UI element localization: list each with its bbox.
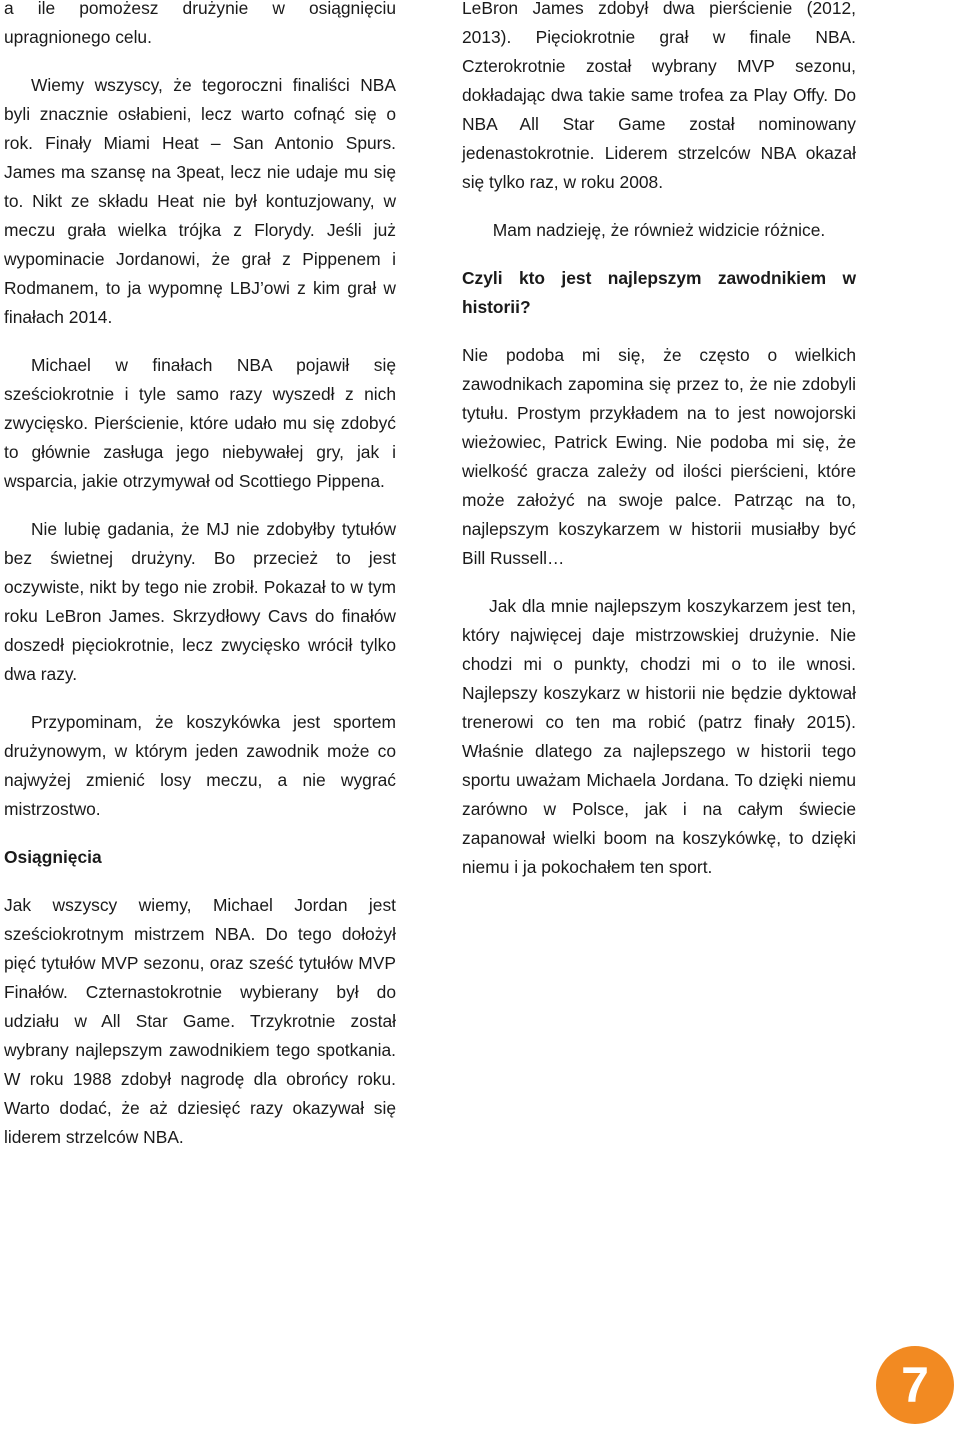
page-number-badge [876, 1346, 954, 1424]
section-heading-achievements: Osiągnięcia [4, 847, 102, 867]
paragraph-continuation: a ile pomożesz drużynie w osiągnięciu upragnionego celu. [4, 0, 396, 47]
paragraph-lebron-achievements: LeBron James zdobył dwa pierścienie (2012, 2013). Pięciokrotnie grał w finale NBA. Czterokrotnie został wybrany MVP sezonu, dokładając dwa takie same trofea za Play Offy. Do NBA All Star Game został nominowany jedenastokrotnie. Liderem strzelców NBA okazał się tylko raz, w roku 2008. [462, 0, 856, 192]
paragraph-forgotten-greats: Nie podoba mi się, że często o wielkich zawodnikach zapomina się przez to, że nie zdobyli tytułu. Prostym przykładem na to jest nowojorski wieżowiec, Patrick Ewing. Nie podoba mi się, że wielkość gracza zależy od ilości pierścieni, które może założyć na swoje palce. Patrząc na to, najlepszym koszykarzem w historii musiałby być Bill Russell… [462, 345, 856, 568]
right-column [462, 0, 856, 901]
section-heading-best-player: Czyli kto jest najlepszym zawodnikiem w historii? [462, 268, 856, 317]
paragraph-conclusion: Jak dla mnie najlepszym koszykarzem jest ten, który najwięcej daje mistrzowskiej drużynie. Nie chodzi mi o punkty, chodzi mi o to ile wnosi. Najlepszy koszykarz w historii nie będzie dyktował trenerowi co ten ma robić (patrz finały 2015). Właśnie dlatego za najlepszego w historii tego sportu uważam Michaela Jordana. To dzięki niemu zarówno w Polsce, jak i na całym świecie zapanował wielki boom na koszykówkę, to dzięki niemu i ja pokochałem ten sport. [462, 596, 856, 877]
left-column [4, 0, 396, 1171]
paragraph-team-sport: Przypominam, że koszykówka jest sportem drużynowym, w którym jeden zawodnik może co najwyżej zmienić losy meczu, a nie wygrać mistrzostwo. [4, 712, 396, 819]
paragraph-differences: Mam nadzieję, że również widzicie różnice. [492, 220, 826, 240]
paragraph-team-argument: Nie lubię gadania, że MJ nie zdobyłby tytułów bez świetnej drużyny. Bo przecież to jest oczywiste, nikt by tego nie zrobił. Pokazał to w tym roku LeBron James. Skrzydłowy Cavs do finałów doszedł pięciokrotnie, lecz zwycięsko wrócił tylko dwa razy. [4, 519, 396, 684]
paragraph-jordan-achievements: Jak wszyscy wiemy, Michael Jordan jest sześciokrotnym mistrzem NBA. Do tego dołożył pięć tytułów MVP sezonu, oraz sześć tytułów MVP Finałów. Czternastokrotnie wybierany był do udziału w All Star Game. Trzykrotnie został wybrany najlepszym zawodnikiem tego spotkania. W roku 1988 zdobył nagrodę dla obrońcy roku. Warto dodać, że aż dziesięć razy okazywał się liderem strzelców NBA. [4, 895, 396, 1147]
paragraph-finals-comparison: Wiemy wszyscy, że tegoroczni finaliści NBA byli znacznie osłabieni, lecz warto cofnąć się o rok. Finały Miami Heat – San Antonio Spurs. James ma szansę na 3peat, lecz nie udaje mu się to. Nikt ze składu Heat nie był kontuzjowany, w meczu grała wielka trójka z Florydy. Jeśli już wypominacie Jordanowi, że grał z Pippenem i Rodmanem, to ja wypomnę LBJ’owi z kim grał w finałach 2014. [4, 75, 396, 327]
paragraph-michael-finals: Michael w finałach NBA pojawił się sześciokrotnie i tyle samo razy wyszedł z nich zwycięsko. Pierścienie, które udało mu się zdobyć to głównie zasługa jego niebywałej gry, jak i wsparcia, jakie otrzymywał od Scottiego Pippena. [4, 355, 396, 491]
page-number: 7 [901, 1357, 929, 1413]
